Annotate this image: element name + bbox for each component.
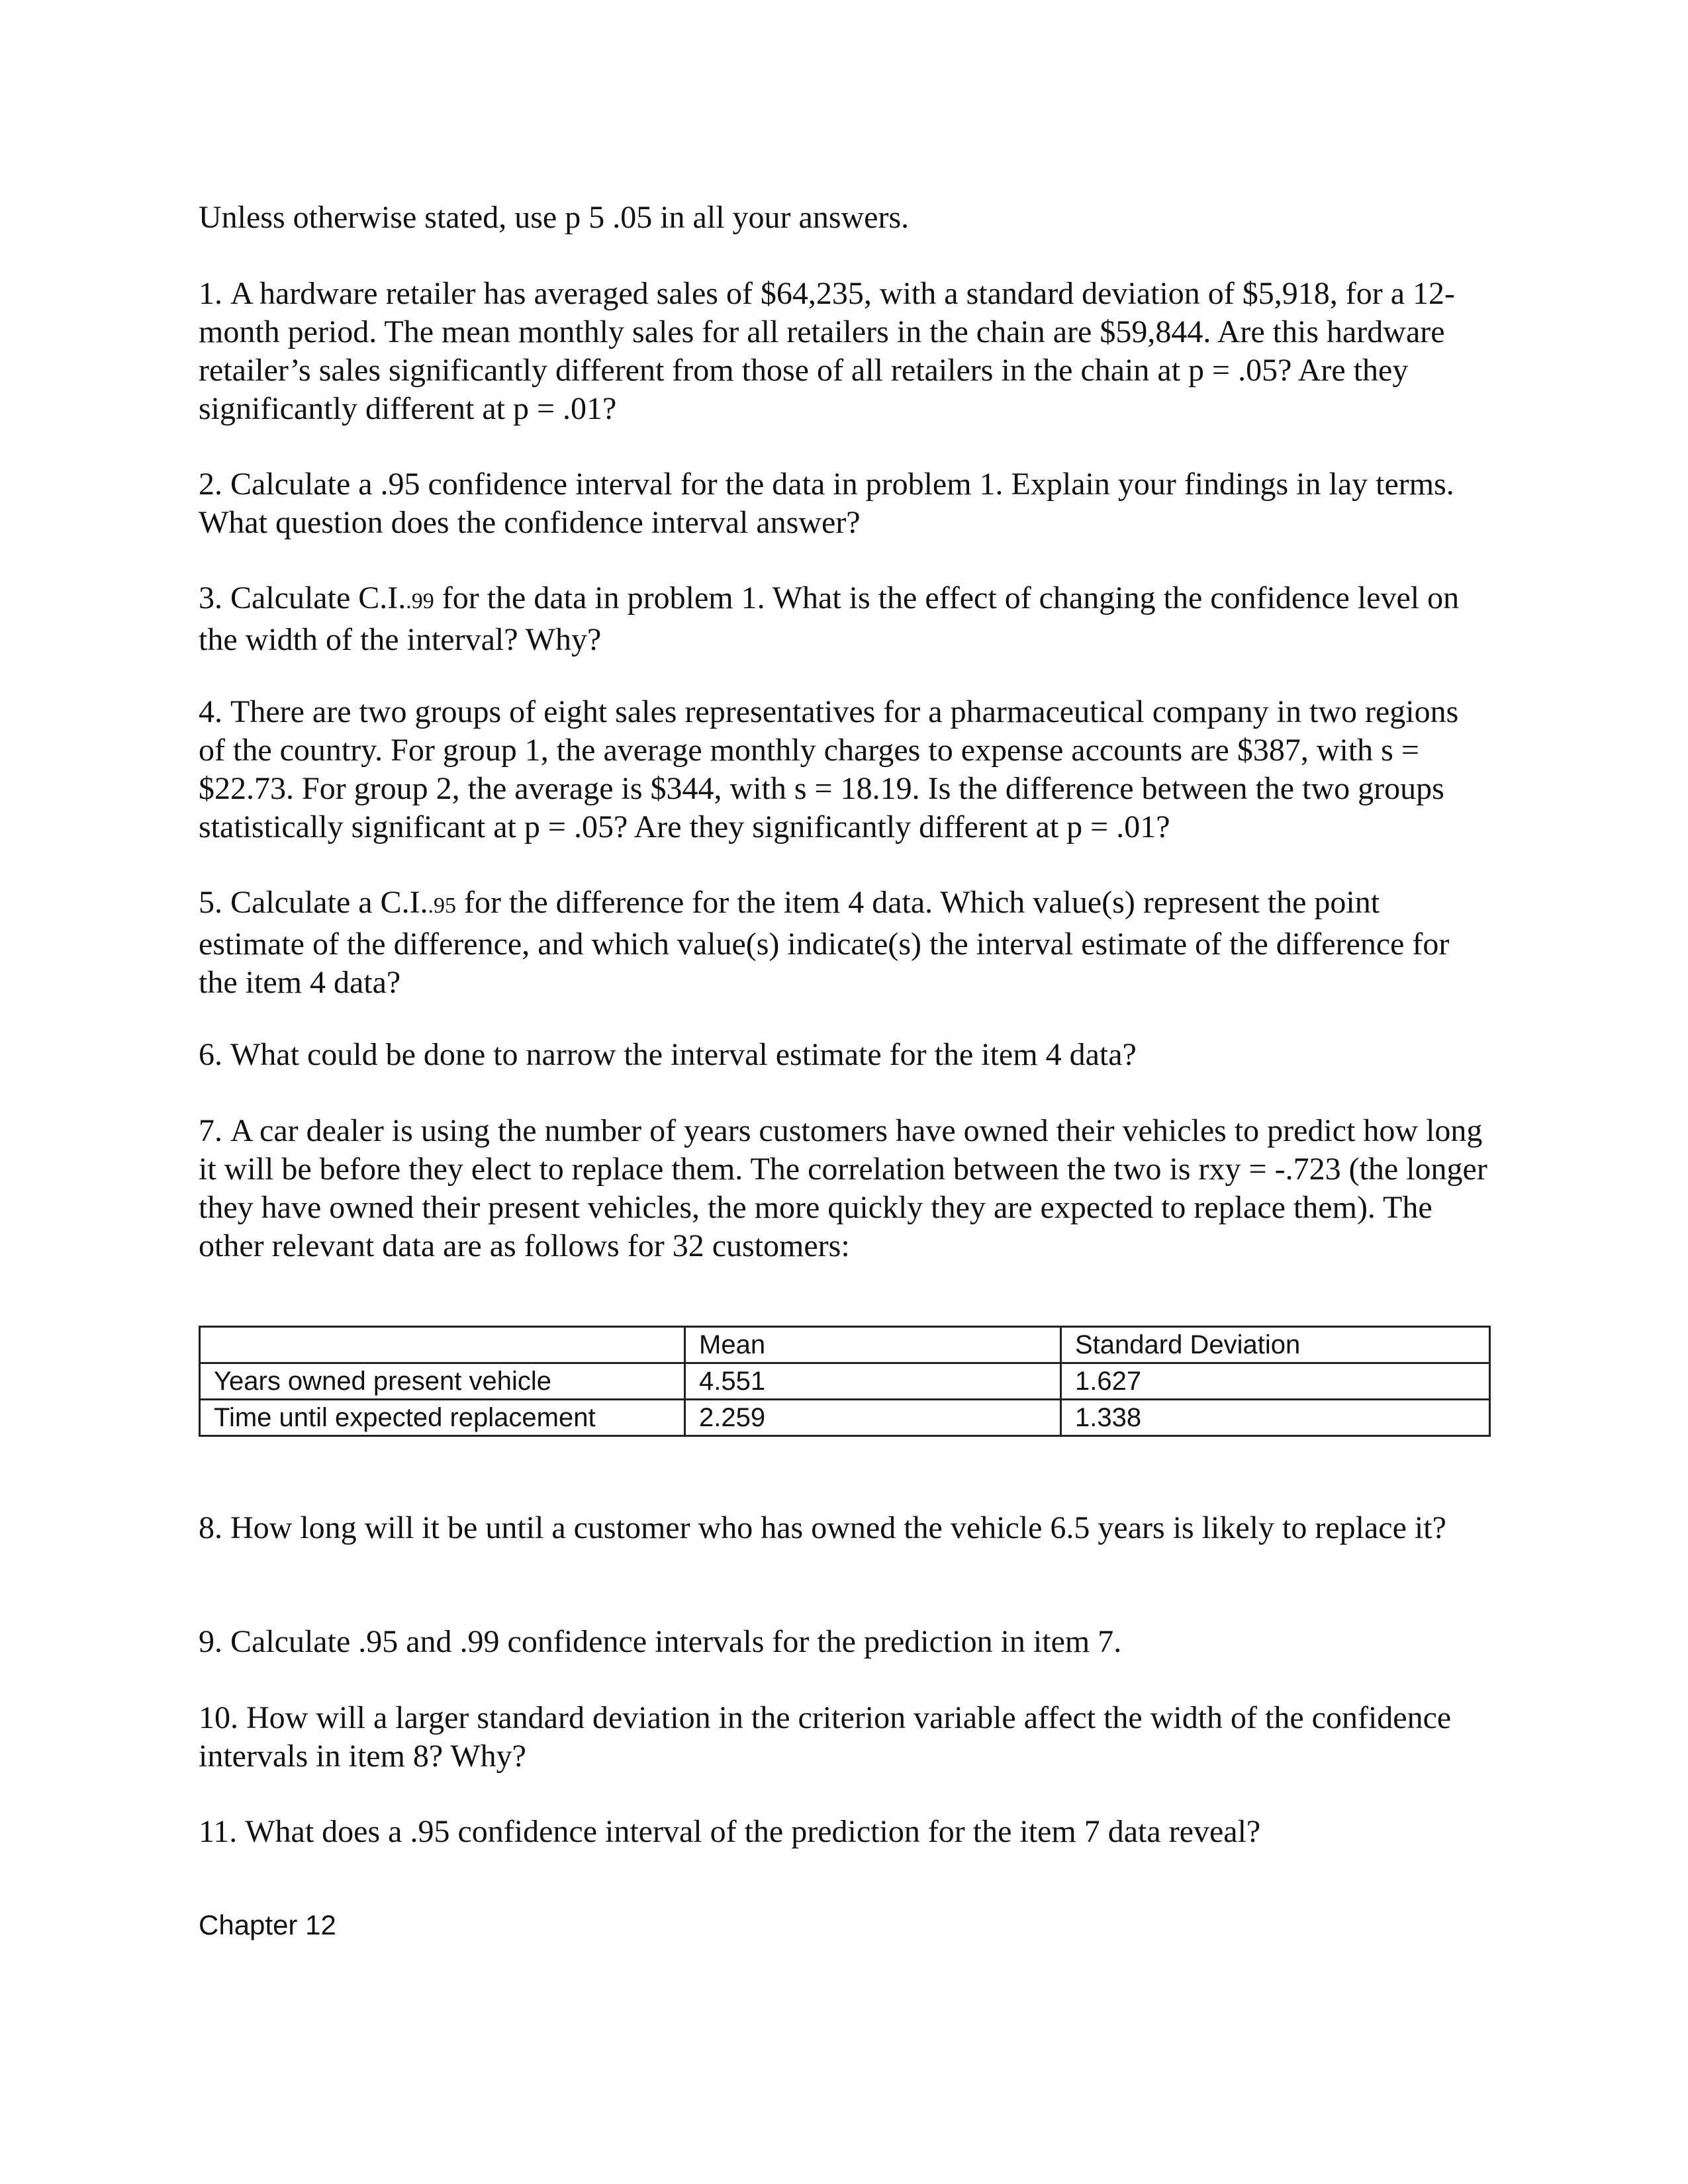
table-cell: Years owned present vehicle: [200, 1363, 685, 1400]
question-10: [199, 1699, 1489, 1776]
page-footer: Chapter 12: [199, 1909, 336, 1940]
question-text: Calculate .95 and .99 confidence intervals for the prediction in item 7.: [230, 1624, 1122, 1659]
table-header-cell: Standard Deviation: [1061, 1327, 1490, 1363]
question-number: 6.: [199, 1037, 222, 1072]
table-row: [200, 1400, 1490, 1436]
question-number: 1.: [199, 276, 222, 311]
table-cell: 4.551: [685, 1363, 1061, 1400]
question-number: 10.: [199, 1700, 238, 1735]
question-number: 5.: [199, 885, 222, 920]
confidence-subscript: .95: [428, 893, 457, 918]
question-11: [199, 1813, 1489, 1851]
table-cell: 1.627: [1061, 1363, 1490, 1400]
question-5: [199, 884, 1489, 1002]
question-text-lead: Calculate C.I.: [230, 580, 406, 615]
table-row: [200, 1363, 1490, 1400]
question-text: A car dealer is using the number of years customers have owned their vehicles to predict how long it will be before they elect to replace them. The correlation between the two is rxy = -.723 (the longer they have owned their present vehicles, the more quickly they are expected to replace them). The other relevant data are as follows for 32 customers:: [199, 1113, 1487, 1263]
table-cell: 1.338: [1061, 1400, 1490, 1436]
question-text: There are two groups of eight sales representatives for a pharmaceutical company in two regions of the country. For group 1, the average monthly charges to expense accounts are $387, with s = $22.73. For group 2, the average is $344, with s = 18.19. Is the difference between the two groups statistically significant at p = .05? Are they significantly different at p = .01?: [199, 694, 1459, 844]
question-text: How will a larger standard deviation in the criterion variable affect the width of the confidence intervals in item 8? Why?: [199, 1700, 1452, 1774]
question-number: 4.: [199, 694, 222, 729]
table-cell: 2.259: [685, 1400, 1061, 1436]
question-text: for the difference for the item 4 data. Which value(s) represent the point estimate of the difference, and which value(s) indicate(s) the interval estimate of the difference for the item 4 data?: [199, 885, 1450, 1000]
table-header-row: [200, 1327, 1490, 1363]
question-number: 2.: [199, 467, 222, 502]
question-9: [199, 1623, 1489, 1661]
table-cell: Time until expected replacement: [200, 1400, 685, 1436]
question-number: 7.: [199, 1113, 222, 1148]
question-number: 8.: [199, 1510, 222, 1545]
question-text: A hardware retailer has averaged sales of $64,235, with a standard deviation of $5,918, for a 12-month period. The mean monthly sales for all retailers in the chain are $59,844. Are this hardware retailer’s sales significantly different from those of all retailers in the chain at p = .05? Are they significantly different at p = .01?: [199, 276, 1456, 426]
question-text: What could be done to narrow the interval estimate for the item 4 data?: [230, 1037, 1137, 1072]
question-text: for the data in problem 1. What is the effect of changing the confidence level on the width of the interval? Why?: [199, 580, 1460, 657]
question-text-lead: Calculate a C.I.: [230, 885, 428, 920]
question-4: [199, 693, 1489, 846]
vehicle-data-table: [199, 1326, 1491, 1437]
question-number: 11.: [199, 1814, 238, 1849]
question-text: Calculate a .95 confidence interval for the data in problem 1. Explain your findings in lay terms. What question does the confidence interval answer?: [199, 467, 1454, 540]
question-7: [199, 1112, 1489, 1265]
question-3: [199, 579, 1489, 659]
question-1: [199, 275, 1489, 428]
table-header-cell: [200, 1327, 685, 1363]
table-header-cell: Mean: [685, 1327, 1061, 1363]
question-text: What does a .95 confidence interval of the prediction for the item 7 data reveal?: [245, 1814, 1261, 1849]
question-number: 3.: [199, 580, 222, 615]
question-6: [199, 1036, 1489, 1074]
question-number: 9.: [199, 1624, 222, 1659]
question-text: How long will it be until a customer who has owned the vehicle 6.5 years is likely to replace it?: [230, 1510, 1446, 1545]
question-2: [199, 465, 1489, 542]
confidence-subscript: .99: [406, 589, 434, 614]
instructions-intro: Unless otherwise stated, use p 5 .05 in all your answers.: [199, 200, 910, 235]
question-8: [199, 1509, 1489, 1547]
